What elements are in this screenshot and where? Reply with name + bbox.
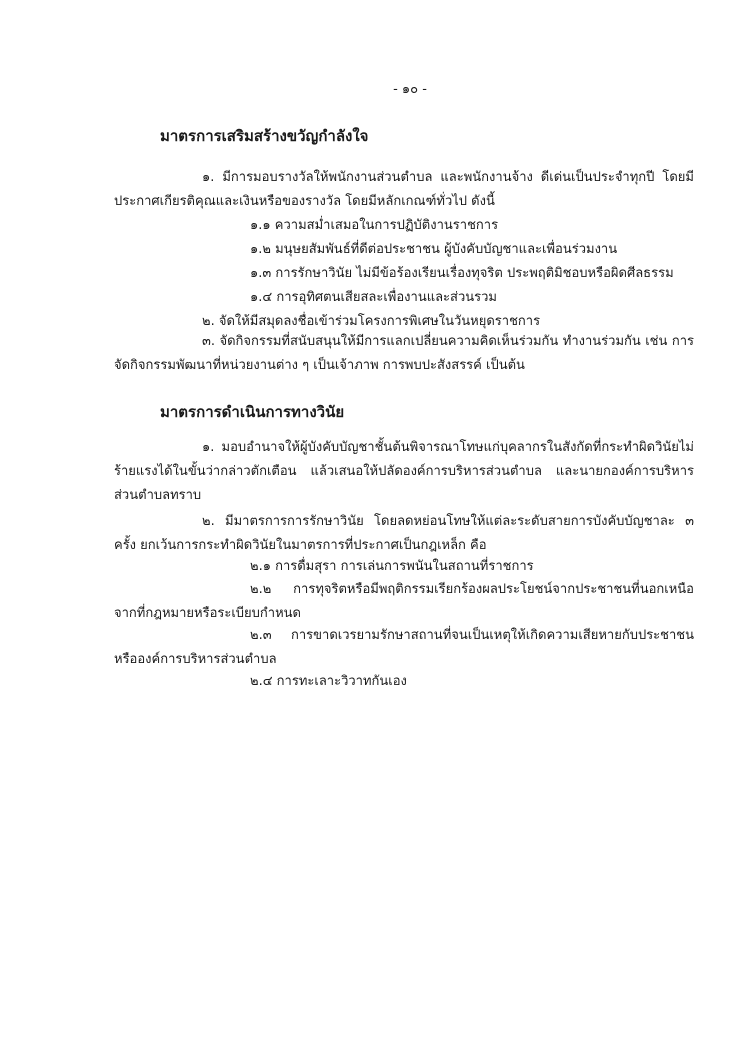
discipline-item-2-1: ๒.๑ การดื่มสุรา การเล่นการพนันในสถานที่ราชการ xyxy=(250,559,534,574)
discipline-item-2-3: ๒.๓ การขาดเวรยามรักษาสถานที่จนเป็นเหตุให้เกิดความเสียหายกับประชาชนหรือองค์การบริหารส่วนตำบล xyxy=(114,628,694,667)
morale-item-1-1: ๑.๑ ความสม่ำเสมอในการปฏิบัติงานราชการ xyxy=(250,218,499,233)
morale-item-2: ๒. จัดให้มีสมุดลงชื่อเข้าร่วมโครงการพิเศษในวันหยุดราชการ xyxy=(202,314,541,329)
discipline-item-2-4: ๒.๔ การทะเลาะวิวาทกันเอง xyxy=(250,674,407,689)
discipline-item-2-2: ๒.๒ การทุจริตหรือมีพฤติกรรมเรียกร้องผลประโยชน์จากประชาชนที่นอกเหนือจากที่กฎหมายหรือระเบียบกำหนด xyxy=(114,582,694,621)
section-heading-discipline: มาตรการดำเนินการทางวินัย xyxy=(160,403,345,421)
discipline-item-2: ๒. มีมาตรการการรักษาวินัย โดยลดหย่อนโทษให้แต่ละระดับสายการบังคับบัญชาละ ๓ ครั้ง ยกเว้นการกระทำผิดวินัยในมาตรการที่ประกาศเป็นกฎเหล็ก คือ xyxy=(114,514,694,553)
morale-item-3: ๓. จัดกิจกรรมที่สนับสนุนให้มีการแลกเปลี่ยนความคิดเห็นร่วมกัน ทำงานร่วมกัน เช่น การจัดกิจกรรมพัฒนาที่หน่วยงานต่าง ๆ เป็นเจ้าภาพ การพบปะสังสรรค์ เป็นต้น xyxy=(114,334,694,373)
morale-item-1-4: ๑.๔ การอุทิศตนเสียสละเพื่องานและส่วนรวม xyxy=(250,290,497,305)
morale-item-1: ๑. มีการมอบรางวัลให้พนักงานส่วนตำบล และพนักงานจ้าง ดีเด่นเป็นประจำทุกปี โดยมีประกาศเกียรติคุณและเงินหรือของรางวัล โดยมีหลักเกณฑ์ทั่วไป ดังนี้ xyxy=(114,170,694,209)
morale-item-1-2: ๑.๒ มนุษยสัมพันธ์ที่ดีต่อประชาชน ผู้บังคับบัญชาและเพื่อนร่วมงาน xyxy=(250,242,618,257)
section-heading-morale: มาตรการเสริมสร้างขวัญกำลังใจ xyxy=(160,127,369,145)
page-number: - ๑๐ - xyxy=(393,82,427,97)
discipline-item-1: ๑. มอบอำนาจให้ผู้บังคับบัญชาชั้นต้นพิจารณาโทษแก่บุคลากรในสังกัดที่กระทำผิดวินัยไม่ร้ายแรงได้ในขั้นว่ากล่าวตักเตือน แล้วเสนอให้ปลัดองค์การบริหารส่วนตำบล และนายกองค์การบริหารส่วนตำบลทราบ xyxy=(114,440,694,503)
morale-item-1-3: ๑.๓ การรักษาวินัย ไม่มีข้อร้องเรียนเรื่องทุจริต ประพฤติมิชอบหรือผิดศีลธรรม xyxy=(250,266,674,281)
